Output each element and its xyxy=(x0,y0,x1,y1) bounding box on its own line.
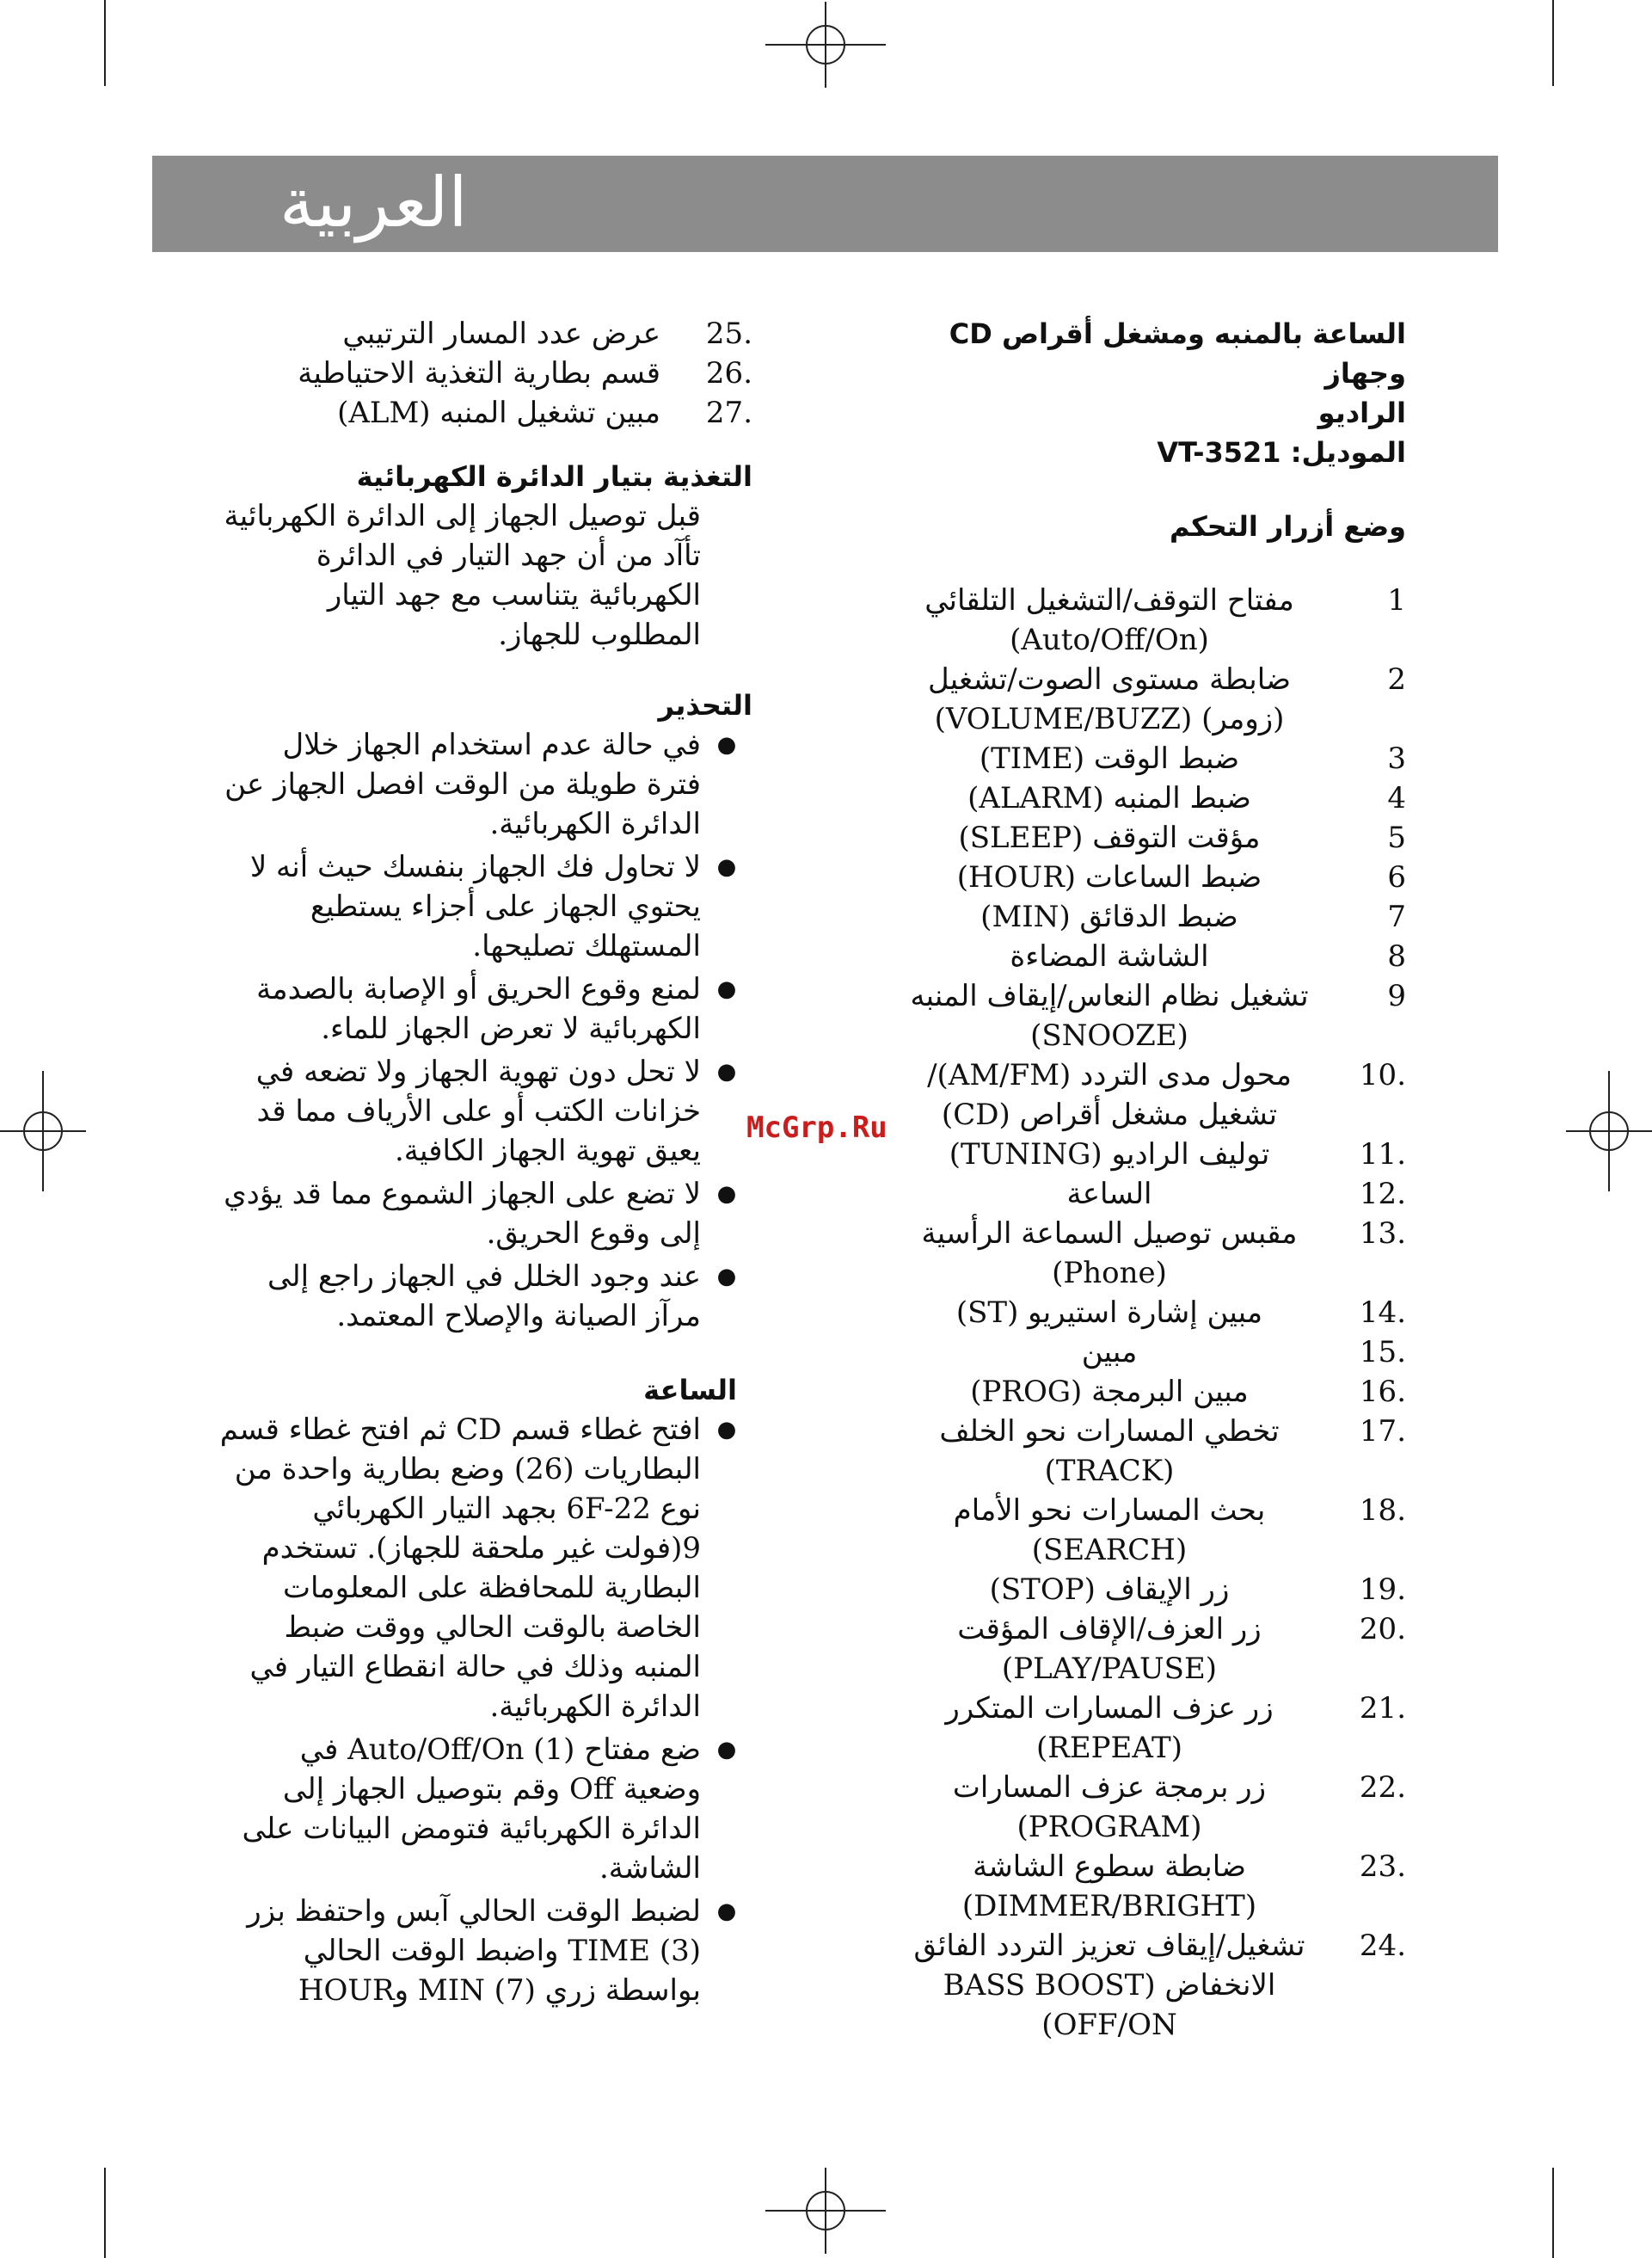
list-item xyxy=(894,937,1406,976)
bullet-item xyxy=(219,1892,752,2010)
item-number: .14 xyxy=(1359,1295,1406,1330)
item-number: 2 xyxy=(1387,662,1406,697)
item-text: ضابطة سطوع الشاشة (DIMMER/BRIGHT) xyxy=(961,1849,1257,1923)
bullet-icon: ● xyxy=(716,1417,737,1443)
bullet-icon: ● xyxy=(716,1737,737,1763)
item-text: توليف الراديو (TUNING) xyxy=(949,1137,1270,1172)
registration-mark-right xyxy=(1566,1071,1652,1191)
item-number: .19 xyxy=(1359,1572,1406,1607)
list-item xyxy=(894,1570,1406,1609)
item-text: ضابطة مستوى الصوت/تشغيل (زومر) (VOLUME/BUZZ) xyxy=(928,662,1291,736)
controls-heading: وضع أزرار التحكم xyxy=(1170,510,1406,543)
bullet-text: عند وجود الخلل في الجهاز راجع إلى مرآز الصيانة والإصلاح المعتمد. xyxy=(267,1259,701,1333)
item-text: مفتاح التوقف/التشغيل التلقائي (Auto/Off/On) xyxy=(924,583,1294,657)
item-text: ضبط الدقائق (MIN) xyxy=(980,900,1238,934)
bullet-item xyxy=(219,1410,752,1726)
crop-mark-top-left xyxy=(104,0,106,86)
item-number: 6 xyxy=(1387,860,1406,895)
bullet-text: لا تحل دون تهوية الجهاز ولا تضعه في خزانات الكتب أو على الأرياف مما قد يعيق تهوية الجهاز الكافية. xyxy=(255,1055,701,1168)
bullet-text: افتح غطاء قسم CD ثم افتح غطاء قسم البطاريات (26) وضع بطارية واحدة من نوع 6F-22 بجهد التيار الكهربائي 9(فولت غير ملحقة للجهاز). تستخدم البطارية للمحافظة على المعلومات الخاصة بالوقت الحالي ووقت ضبط المنبه وذلك في حالة انقطاع التيار في الدائرة الكهربائية. xyxy=(219,1412,701,1724)
model-label: الموديل: VT-3521 xyxy=(1157,436,1406,469)
left-column xyxy=(219,314,752,2014)
list-item xyxy=(894,976,1406,1055)
item-text: مؤقت التوقف (SLEEP) xyxy=(958,821,1261,855)
item-number: .21 xyxy=(1359,1691,1406,1726)
power-text: قبل توصيل الجهاز إلى الدائرة الكهربائية تأآد من أن جهد التيار في الدائرة الكهربائية يتناسب مع جهد التيار المطلوب للجهاز. xyxy=(224,499,701,652)
item-text: زر برمجة عزف المسارات (PROGRAM) xyxy=(952,1770,1267,1844)
bullet-item xyxy=(219,847,752,966)
item-text: قسم بطارية التغذية الاحتياطية xyxy=(298,356,660,391)
item-text: مبين xyxy=(1081,1335,1138,1369)
list-item xyxy=(894,858,1406,897)
item-number: 9 xyxy=(1387,979,1406,1013)
item-text: مبين إشارة استيريو (ST) xyxy=(955,1295,1263,1330)
item-text: الشاشة المضاءة xyxy=(1010,939,1209,974)
item-number: .27 xyxy=(705,396,752,430)
product-title-line-2: الراديو xyxy=(1317,397,1406,429)
registration-mark-bottom xyxy=(765,2168,886,2254)
bullet-text: لا تحاول فك الجهاز بنفسك حيث أنه لا يحتوي الجهاز على أجزاء يستطيع المستهلك تصليحها. xyxy=(249,850,701,963)
power-heading: التغذية بتيار الدائرة الكهربائية xyxy=(356,460,752,493)
bullet-text: في حالة عدم استخدام الجهاز خلال فترة طويلة من الوقت افصل الجهاز عن الدائرة الكهربائية. xyxy=(224,728,701,841)
list-item xyxy=(894,1926,1406,2045)
item-number: .26 xyxy=(705,356,752,391)
item-text: زر الإيقاف (STOP) xyxy=(989,1572,1230,1607)
list-item xyxy=(219,393,752,433)
item-text: مبين البرمجة (PROG) xyxy=(970,1375,1249,1409)
item-number: .20 xyxy=(1359,1612,1406,1646)
item-text: بحث المسارات نحو الأمام (SEARCH) xyxy=(953,1493,1266,1567)
list-item xyxy=(894,739,1406,778)
bullet-icon: ● xyxy=(716,1898,737,1924)
item-number: .22 xyxy=(1359,1770,1406,1805)
item-number: .18 xyxy=(1359,1493,1406,1528)
item-number: .12 xyxy=(1359,1177,1406,1211)
bullet-text: ضع مفتاح Auto/Off/On (1) في وضعية Off وقم بتوصيل الجهاز إلى الدائرة الكهربائية فتومض البيانات على الشاشة. xyxy=(242,1732,701,1886)
list-item xyxy=(894,1609,1406,1689)
crop-mark-bottom-right xyxy=(1552,2168,1554,2258)
list-item xyxy=(894,1135,1406,1174)
item-number: .23 xyxy=(1359,1849,1406,1884)
list-item xyxy=(894,1689,1406,1768)
bullet-icon: ● xyxy=(716,732,737,758)
bullet-item xyxy=(219,1257,752,1336)
item-text: تخطي المسارات نحو الخلف (TRACK) xyxy=(939,1414,1280,1488)
list-item xyxy=(894,1055,1406,1135)
registration-mark-left xyxy=(0,1071,86,1191)
list-item xyxy=(894,1768,1406,1847)
bullet-text: لا تضع على الجهاز الشموع مما قد يؤدي إلى وقوع الحريق. xyxy=(224,1177,701,1251)
list-item xyxy=(894,1412,1406,1491)
list-item xyxy=(894,897,1406,937)
list-item xyxy=(894,581,1406,660)
warning-heading: التحذير xyxy=(658,689,752,722)
controls-list xyxy=(894,581,1406,2045)
item-number: .24 xyxy=(1359,1929,1406,1963)
list-item xyxy=(894,1332,1406,1372)
list-item xyxy=(219,314,752,354)
clock-steps-list xyxy=(219,1410,752,2010)
right-column xyxy=(894,314,1406,2045)
item-number: 3 xyxy=(1387,741,1406,776)
item-text: زر العزف/الإقاف المؤقت (PLAY/PAUSE) xyxy=(957,1612,1262,1686)
bullet-item xyxy=(219,969,752,1049)
item-number: .17 xyxy=(1359,1414,1406,1449)
product-title xyxy=(894,314,1406,472)
clock-heading: الساعة xyxy=(643,1374,737,1406)
list-item xyxy=(894,1847,1406,1926)
item-text: عرض عدد المسار الترتيبي xyxy=(342,317,660,351)
bullet-text: لضبط الوقت الحالي آبس واحتفظ بزر TIME (3) واضبط الوقت الحالي بواسطة زري MIN (7) وHOUR xyxy=(247,1894,701,2008)
bullet-text: لمنع وقوع الحريق أو الإصابة بالصدمة الكهربائية لا تعرض الجهاز للماء. xyxy=(256,972,701,1046)
item-number: .25 xyxy=(705,317,752,351)
item-text: ضبط الوقت (TIME) xyxy=(979,741,1240,776)
bullet-icon: ● xyxy=(716,854,737,880)
bullet-icon: ● xyxy=(716,976,737,1002)
item-number: .11 xyxy=(1359,1137,1406,1172)
bullet-item xyxy=(219,1730,752,1888)
item-text: ضبط الساعات (HOUR) xyxy=(956,860,1262,895)
banner-title: العربية xyxy=(279,163,468,243)
item-number: 5 xyxy=(1387,821,1406,855)
bullet-icon: ● xyxy=(716,1059,737,1085)
item-number: .10 xyxy=(1359,1058,1406,1092)
item-text: مقبس توصيل السماعة الرأسية (Phone) xyxy=(921,1216,1298,1290)
crop-mark-bottom-left xyxy=(104,2168,106,2258)
list-item xyxy=(894,818,1406,858)
warnings-list xyxy=(219,725,752,1336)
bullet-item xyxy=(219,1052,752,1171)
bullet-item xyxy=(219,725,752,844)
item-number: 4 xyxy=(1387,781,1406,815)
item-number: 1 xyxy=(1387,583,1406,618)
item-text: تشغيل نظام النعاس/إيقاف المنبه (SNOOZE) xyxy=(910,979,1309,1053)
bullet-icon: ● xyxy=(716,1264,737,1289)
item-text: تشغيل/إيقاف تعزيز التردد الفائق الانخفاض (BASS BOOST OFF/ON) xyxy=(913,1929,1305,2042)
watermark: McGrp.Ru xyxy=(746,1111,887,1145)
list-item xyxy=(894,1174,1406,1214)
item-text: الساعة xyxy=(1066,1177,1152,1211)
item-number: .16 xyxy=(1359,1375,1406,1409)
item-text: زر عزف المسارات المتكرر (REPEAT) xyxy=(945,1691,1274,1765)
item-number: 7 xyxy=(1387,900,1406,934)
bullet-icon: ● xyxy=(716,1181,737,1207)
list-item xyxy=(894,660,1406,739)
registration-mark-top xyxy=(765,2,886,88)
list-item xyxy=(219,354,752,393)
list-item xyxy=(894,778,1406,818)
list-item xyxy=(894,1214,1406,1293)
list-item xyxy=(894,1293,1406,1332)
crop-mark-top-right xyxy=(1552,0,1554,86)
item-text: محول مدى التردد (AM/FM)/تشغيل مشغل أقراص (CD) xyxy=(927,1058,1292,1132)
item-text: ضبط المنبه (ALARM) xyxy=(967,781,1251,815)
item-number: 8 xyxy=(1387,939,1406,974)
bullet-item xyxy=(219,1174,752,1253)
product-title-line-1: الساعة بالمنبه ومشغل أقراص CD وجهاز xyxy=(949,317,1406,390)
item-text: مبين تشغيل المنبه (ALM) xyxy=(337,396,660,430)
item-number: .15 xyxy=(1359,1335,1406,1369)
item-number: .13 xyxy=(1359,1216,1406,1251)
list-item xyxy=(894,1372,1406,1412)
list-item xyxy=(894,1491,1406,1570)
controls-list-continued xyxy=(219,314,752,433)
